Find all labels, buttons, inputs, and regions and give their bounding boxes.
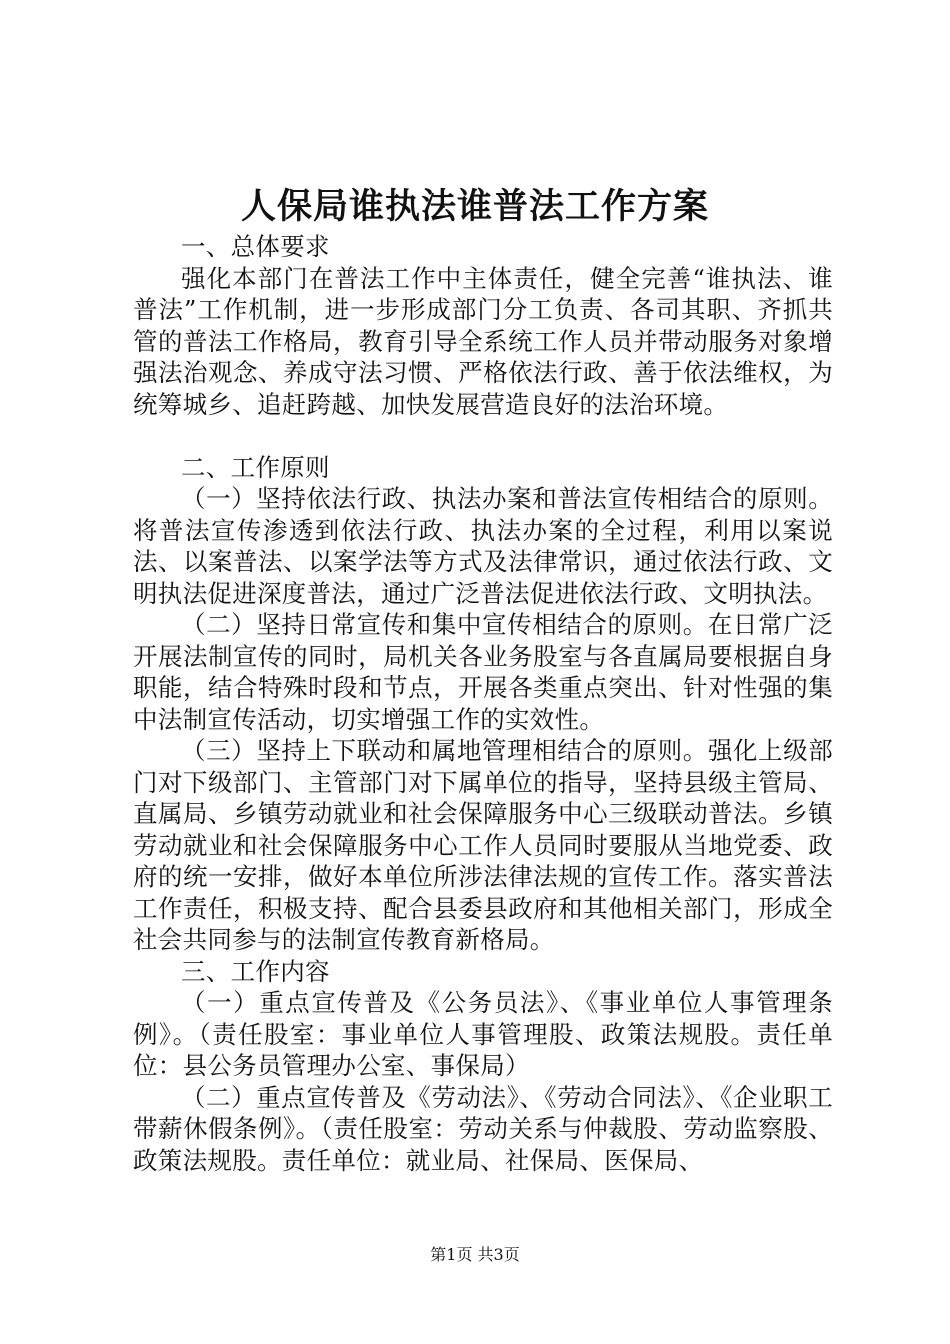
section-heading-work-content: 三、工作内容 xyxy=(181,956,330,986)
paragraph-content-2: （二）重点宣传普及《劳动法》、《劳动合同法》、《企业职工带薪休假条例》。（责任股室：劳动关系与仲裁股、劳动监察股、政策法规股。责任单位：就业局、社保局、医保局、 xyxy=(133,1082,833,1175)
paragraph-principle-2: （二）坚持日常宣传和集中宣传相结合的原则。在日常广泛开展法制宣传的同时，局机关各业务股室与各直属局要根据自身职能，结合特殊时段和节点，开展各类重点突出、针对性强的集中法制宣传活动，切实增强工作的实效性。 xyxy=(133,610,833,734)
paragraph-principle-3: （三）坚持上下联动和属地管理相结合的原则。强化上级部门对下级部门、主管部门对下属单位的指导，坚持县级主管局、直属局、乡镇劳动就业和社会保障服务中心三级联动普法。乡镇劳动就业和社会保障服务中心工作人员同时要服从当地党委、政府的统一安排，做好本单位所涉法律法规的宣传工作。落实普法工作责任，积极支持、配合县委县政府和其他相关部门，形成全社会共同参与的法制宣传教育新格局。 xyxy=(133,736,833,954)
paragraph-principle-1: （一）坚持依法行政、执法办案和普法宣传相结合的原则。将普法宣传渗透到依法行政、执法办案的全过程，利用以案说法、以案普法、以案学法等方式及法律常识，通过依法行政、文明执法促进深度普法，通过广泛普法促进依法行政、文明执法。 xyxy=(133,484,833,608)
page-footer: 第1页 共3页 xyxy=(430,1245,520,1264)
paragraph-content-1: （一）重点宣传普及《公务员法》、《事业单位人事管理条例》。（责任股室：事业单位人事管理股、政策法规股。责任单位：县公务员管理办公室、事保局） xyxy=(133,988,833,1080)
section-heading-general-requirements: 一、总体要求 xyxy=(181,232,330,261)
document-body xyxy=(133,231,833,1176)
paragraph-general-requirements: 强化本部门在普法工作中主体责任，健全完善“谁执法、谁普法”工作机制，进一步形成部门分工负责、各司其职、齐抓共管的普法工作格局，教育引导全系统工作人员并带动服务对象增强法治观念、养成守法习惯、严格依法行政、善于依法维权，为统筹城乡、追赶跨越、加快发展营造良好的法治环境。 xyxy=(133,263,833,419)
document-title: 人保局谁执法谁普法工作方案 xyxy=(240,186,709,227)
section-heading-work-principles: 二、工作原则 xyxy=(181,452,330,482)
